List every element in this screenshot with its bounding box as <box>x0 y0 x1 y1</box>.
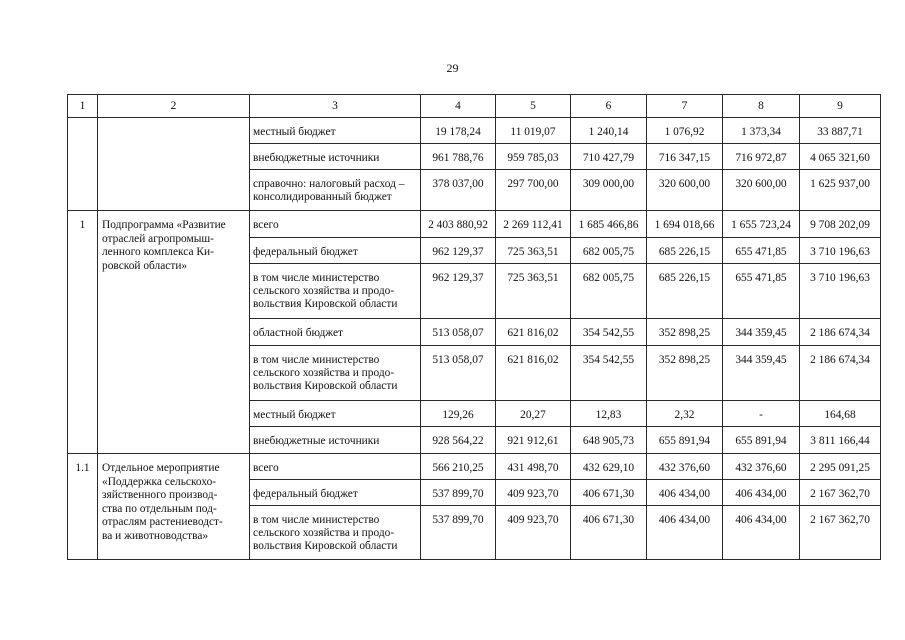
name-line: «Поддержка сельскохо- <box>102 475 217 488</box>
value-cell: 20,27 <box>496 401 571 427</box>
table-row <box>68 454 881 480</box>
value-cell: 655 471,85 <box>723 264 800 319</box>
value-cell: 309 000,00 <box>571 170 647 211</box>
value-cell: 297 700,00 <box>496 170 571 211</box>
value-cell: 655 471,85 <box>723 238 800 264</box>
value-cell: - <box>723 401 800 427</box>
value-cell: 710 427,79 <box>571 144 647 170</box>
value-cell: 431 498,70 <box>496 454 571 480</box>
funding-source: всего <box>250 211 421 238</box>
source-line: вольствия Кировской области <box>253 380 398 392</box>
funding-source: областной бюджет <box>250 319 421 346</box>
budget-table-body <box>68 95 881 560</box>
value-cell: 352 898,25 <box>647 319 723 346</box>
total-cell: 2 186 674,34 <box>800 319 881 346</box>
table-row <box>68 211 881 238</box>
value-cell: 655 891,94 <box>647 427 723 454</box>
value-cell: 2 269 112,41 <box>496 211 571 238</box>
column-number: 9 <box>800 95 881 118</box>
source-line: консолидированный бюджет <box>253 191 392 203</box>
source-line: в том числе министерство <box>253 272 380 284</box>
value-cell: 409 923,70 <box>496 506 571 560</box>
value-cell: 406 671,30 <box>571 506 647 560</box>
value-cell: 1 373,34 <box>723 118 800 144</box>
name-line: ства по отдельным под- <box>102 502 217 515</box>
total-cell: 2 295 091,25 <box>800 454 881 480</box>
value-cell: 921 912,61 <box>496 427 571 454</box>
measure-name <box>98 454 250 560</box>
value-cell: 725 363,51 <box>496 238 571 264</box>
value-cell: 11 019,07 <box>496 118 571 144</box>
page-number: 29 <box>446 61 459 75</box>
value-cell: 354 542,55 <box>571 319 647 346</box>
total-cell: 2 186 674,34 <box>800 346 881 401</box>
value-cell: 961 788,76 <box>421 144 496 170</box>
value-cell: 513 058,07 <box>421 346 496 401</box>
value-cell: 716 347,15 <box>647 144 723 170</box>
funding-source: внебюджетные источники <box>250 144 421 170</box>
value-cell: 344 359,45 <box>723 346 800 401</box>
value-cell: 537 899,70 <box>421 480 496 506</box>
value-cell: 962 129,37 <box>421 264 496 319</box>
value-cell: 513 058,07 <box>421 319 496 346</box>
name-line: отраслям растениеводст- <box>102 516 223 528</box>
value-cell: 621 816,02 <box>496 319 571 346</box>
total-cell: 33 887,71 <box>800 118 881 144</box>
total-cell: 3 710 196,63 <box>800 264 881 319</box>
name-line: ва и животноводства» <box>102 529 209 542</box>
funding-source: местный бюджет <box>250 118 421 144</box>
value-cell: 648 905,73 <box>571 427 647 454</box>
value-cell: 432 376,60 <box>723 454 800 480</box>
name-line: ленного комплекса Ки- <box>102 246 214 258</box>
source-line: в том числе министерство <box>253 354 380 366</box>
column-number: 6 <box>571 95 647 118</box>
name-line: зяйственного производ- <box>102 489 218 501</box>
value-cell: 621 816,02 <box>496 346 571 401</box>
column-number: 7 <box>647 95 723 118</box>
value-cell: 928 564,22 <box>421 427 496 454</box>
value-cell: 959 785,03 <box>496 144 571 170</box>
total-cell: 1 625 937,00 <box>800 170 881 211</box>
value-cell: 1 655 723,24 <box>723 211 800 238</box>
total-cell: 4 065 321,60 <box>800 144 881 170</box>
name-line: отраслей агропромыш- <box>102 232 214 245</box>
value-cell: 12,83 <box>571 401 647 427</box>
budget-table <box>67 94 881 560</box>
source-line: вольствия Кировской области <box>253 540 398 552</box>
value-cell: 1 685 466,86 <box>571 211 647 238</box>
value-cell: 685 226,15 <box>647 264 723 319</box>
value-cell: 378 037,00 <box>421 170 496 211</box>
name-cell-empty <box>98 118 250 211</box>
value-cell: 406 434,00 <box>647 480 723 506</box>
row-index: 1 <box>68 211 98 454</box>
source-line: в том числе министерство <box>253 514 380 526</box>
value-cell: 1 694 018,66 <box>647 211 723 238</box>
value-cell: 320 600,00 <box>723 170 800 211</box>
total-cell: 3 710 196,63 <box>800 238 881 264</box>
name-line: Отдельное мероприятие <box>102 462 220 474</box>
table-row <box>68 118 881 144</box>
value-cell: 725 363,51 <box>496 264 571 319</box>
value-cell: 682 005,75 <box>571 238 647 264</box>
value-cell: 354 542,55 <box>571 346 647 401</box>
value-cell: 406 434,00 <box>723 480 800 506</box>
total-cell: 9 708 202,09 <box>800 211 881 238</box>
column-number: 2 <box>98 95 250 118</box>
value-cell: 352 898,25 <box>647 346 723 401</box>
index-cell-empty <box>68 118 98 211</box>
funding-source <box>250 346 421 401</box>
source-line: сельского хозяйства и продо- <box>253 527 395 539</box>
funding-source: федеральный бюджет <box>250 480 421 506</box>
value-cell: 406 434,00 <box>723 506 800 560</box>
value-cell: 406 671,30 <box>571 480 647 506</box>
value-cell: 406 434,00 <box>647 506 723 560</box>
total-cell: 2 167 362,70 <box>800 480 881 506</box>
funding-source: федеральный бюджет <box>250 238 421 264</box>
value-cell: 685 226,15 <box>647 238 723 264</box>
total-cell: 2 167 362,70 <box>800 506 881 560</box>
value-cell: 320 600,00 <box>647 170 723 211</box>
column-number: 1 <box>68 95 98 118</box>
value-cell: 716 972,87 <box>723 144 800 170</box>
value-cell: 537 899,70 <box>421 506 496 560</box>
value-cell: 2,32 <box>647 401 723 427</box>
value-cell: 432 376,60 <box>647 454 723 480</box>
value-cell: 655 891,94 <box>723 427 800 454</box>
funding-source: всего <box>250 454 421 480</box>
column-number: 8 <box>723 95 800 118</box>
name-line: ровской области» <box>102 259 188 272</box>
total-cell: 3 811 166,44 <box>800 427 881 454</box>
name-line: Подпрограмма «Развитие <box>102 219 226 231</box>
funding-source: местный бюджет <box>250 401 421 427</box>
funding-source <box>250 170 421 211</box>
source-line: справочно: налоговый расход – <box>253 178 405 190</box>
value-cell: 1 076,92 <box>647 118 723 144</box>
value-cell: 19 178,24 <box>421 118 496 144</box>
column-number: 5 <box>496 95 571 118</box>
value-cell: 1 240,14 <box>571 118 647 144</box>
source-line: сельского хозяйства и продо- <box>253 367 395 379</box>
funding-source <box>250 506 421 560</box>
value-cell: 682 005,75 <box>571 264 647 319</box>
value-cell: 2 403 880,92 <box>421 211 496 238</box>
source-line: сельского хозяйства и продо- <box>253 285 395 297</box>
row-index: 1.1 <box>68 454 98 560</box>
source-line: вольствия Кировской области <box>253 298 398 310</box>
total-cell: 164,68 <box>800 401 881 427</box>
column-number-row <box>68 95 881 118</box>
subprogram-name <box>98 211 250 454</box>
value-cell: 566 210,25 <box>421 454 496 480</box>
funding-source <box>250 264 421 319</box>
value-cell: 129,26 <box>421 401 496 427</box>
value-cell: 432 629,10 <box>571 454 647 480</box>
column-number: 3 <box>250 95 421 118</box>
value-cell: 962 129,37 <box>421 238 496 264</box>
funding-source: внебюджетные источники <box>250 427 421 454</box>
value-cell: 409 923,70 <box>496 480 571 506</box>
column-number: 4 <box>421 95 496 118</box>
value-cell: 344 359,45 <box>723 319 800 346</box>
